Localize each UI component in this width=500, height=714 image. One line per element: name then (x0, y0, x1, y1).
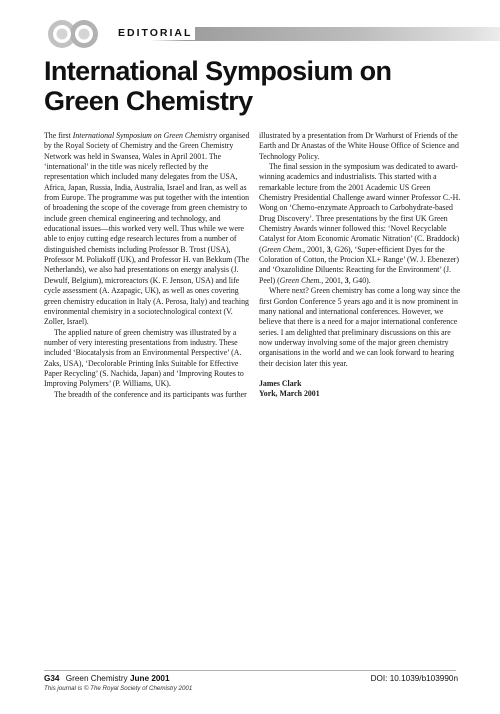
citation-volume: 3 (326, 244, 331, 254)
journal-name: Green Chemistry (65, 674, 128, 683)
issue-date: June 2001 (129, 674, 170, 683)
footer-rule (44, 670, 456, 671)
title-line-1: International Symposium on (44, 56, 392, 86)
citation-journal: Green Chem. (261, 244, 304, 254)
left-column (44, 131, 250, 400)
symposium-name: International Symposium on Green Chemistry (72, 131, 218, 140)
paragraph: The final session in the symposium was dedicated to award-winning academics and industrialists. This started with a remarkable lecture from the 2001 Academic US Green Chemistry Presidential Challenge award winner Professor C.-H. Wong on ‘Chemo-enzymate Approach to Carbohydrate-based Drug Discovery’. Three presentations by the first UK Green Chemistry Awards winner followed this: ‘Novel Recyclable Catalyst for Atom Economic Aromatic Nitration’ (C. Braddock) (Green Chem., 2001, 3, G26), ‘Super-efficient Dyes for the Coloration of Cotton, the Procion XL+ Range’ (W. J. Ebenezer) and ‘Oxazolidine Diluents: Reacting for the Environment’ (J. Peel) (Green Chem., 2001, 3, G40). (259, 162, 461, 285)
page-footer (44, 674, 458, 683)
paragraph: illustrated by a presentation from Dr Warhurst of Friends of the Earth and Dr Anastas of the White House Office of Science and Technology Policy. (259, 131, 459, 161)
paragraph: The first International Symposium on Green Chemistry organised by the Royal Society of Chemistry and the Green Chemistry Network was held in Swansea, Wales in April 2001. The ‘international’ in the title was nicely reflected by the representation which included many delegates from the USA, Africa, Japan, Russia, India, Australia, Israel and Iran, as well as from Europe. The programme was put together with the intention of broadening the scope of the coverage from green chemistry to include green chemical engineering and technology, and educational issues—this worked very well. Thus while we were able to enjoy cutting edge research lectures from a number of distinguished chemists including Professor B. Trost (USA), Professor M. Poliakoff (UK), and Professor H. van Bekkum (The Netherlands), we also had presentations on energy analysis (J. Dewulf, Belgium), microreactors (K. F. Jenson, USA) and life cycle assessment (A. Azapagic, UK), as well as ones covering green chemistry education in Italy (A. Perosa, Italy) and teaching environmental chemistry in a sociotechnological context (V. Zoller, Israel). (44, 131, 250, 327)
author-name: James Clark (259, 378, 302, 388)
right-column (259, 131, 465, 400)
page-number: G34 (44, 674, 60, 683)
paragraph: Where next? Green chemistry has come a long way since the first Gordon Conference 5 years ago and it is now prominent in many national and international conferences. However, we believe that there is a need for a major international conference series. I am delighted that preliminary discussions on this are now underway involving some of the major green chemistry organisations in the world and we can look forward to hearing their decision later this year. (259, 286, 461, 368)
doi[interactable]: DOI: 10.1039/b103990n (370, 674, 458, 683)
author-place-date: York, March 2001 (259, 389, 320, 399)
author-signature (259, 379, 465, 400)
paragraph: The breadth of the conference and its participants was further (54, 389, 247, 399)
citation-volume: 3 (344, 275, 349, 285)
rsc-linked-rings-logo (44, 17, 108, 51)
title-line-2: Green Chemistry (44, 86, 253, 116)
paragraph: The applied nature of green chemistry was illustrated by a number of very interesting presentations from industry. These included ‘Biocatalysis from an Environmental Perspective’ (A. Zaks, USA), ‘Decolorable Printing Inks Suitable for Effective Paper Recycling’ (S. Nachida, Japan) and ‘Improving Routes to Improving Polymers’ (P. Williams, UK). (44, 327, 244, 389)
article-title (44, 56, 464, 116)
copyright-notice: This journal is © The Royal Society of Chemistry 2001 (44, 685, 193, 692)
section-label: EDITORIAL (116, 26, 195, 40)
citation-journal: Green Chem. (279, 275, 322, 285)
